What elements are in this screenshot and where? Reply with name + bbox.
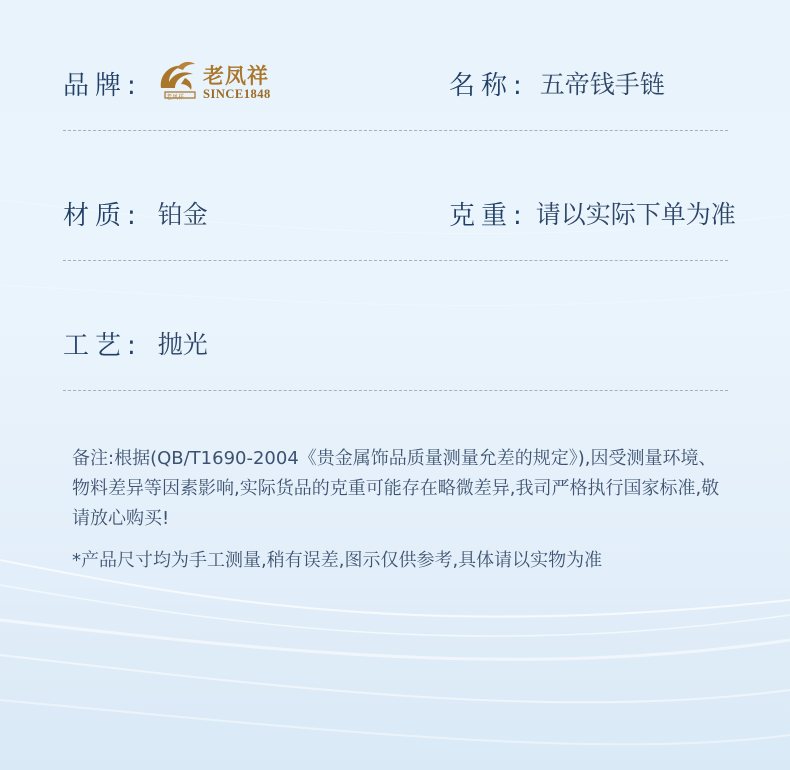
logo-since: SINCE1848	[203, 87, 271, 101]
divider	[63, 390, 728, 391]
remark-note	[72, 444, 732, 534]
material-label: 材质:	[63, 200, 142, 231]
brand-logo	[155, 58, 275, 104]
craft-value: 抛光	[157, 330, 208, 359]
disclaimer-text: *产品尺寸均为手工测量,稍有误差,图示仅供参考,具体请以实物为准	[72, 550, 603, 571]
brand-field	[63, 53, 142, 113]
divider	[63, 260, 728, 261]
weight-value: 请以实际下单为准	[535, 200, 736, 229]
brand-label: 品牌:	[63, 70, 142, 101]
craft-field	[63, 313, 208, 373]
divider	[63, 130, 728, 131]
logo-chinese-name: 老凤祥	[203, 63, 269, 88]
spec-row-2	[0, 183, 790, 243]
name-field	[449, 53, 665, 113]
emblem-text: 老凤祥	[166, 94, 185, 101]
disclaimer-note	[72, 546, 732, 576]
spec-row-3	[0, 313, 790, 373]
name-value: 五帝钱手链	[539, 70, 665, 99]
name-label: 名称:	[449, 70, 528, 101]
craft-label: 工艺:	[63, 330, 142, 361]
material-value: 铂金	[157, 200, 208, 229]
weight-label: 克重:	[449, 200, 528, 231]
spec-row-1	[0, 53, 790, 113]
remark-text: 备注:根据(QB/T1690-2004《贵金属饰品质量测量允差的规定》),因受测量环境、物料差异等因素影响,实际货品的克重可能存在略微差异,我司严格执行国家标准,敬请放心购买!	[72, 448, 720, 529]
material-field	[63, 183, 208, 243]
weight-field	[449, 183, 736, 243]
